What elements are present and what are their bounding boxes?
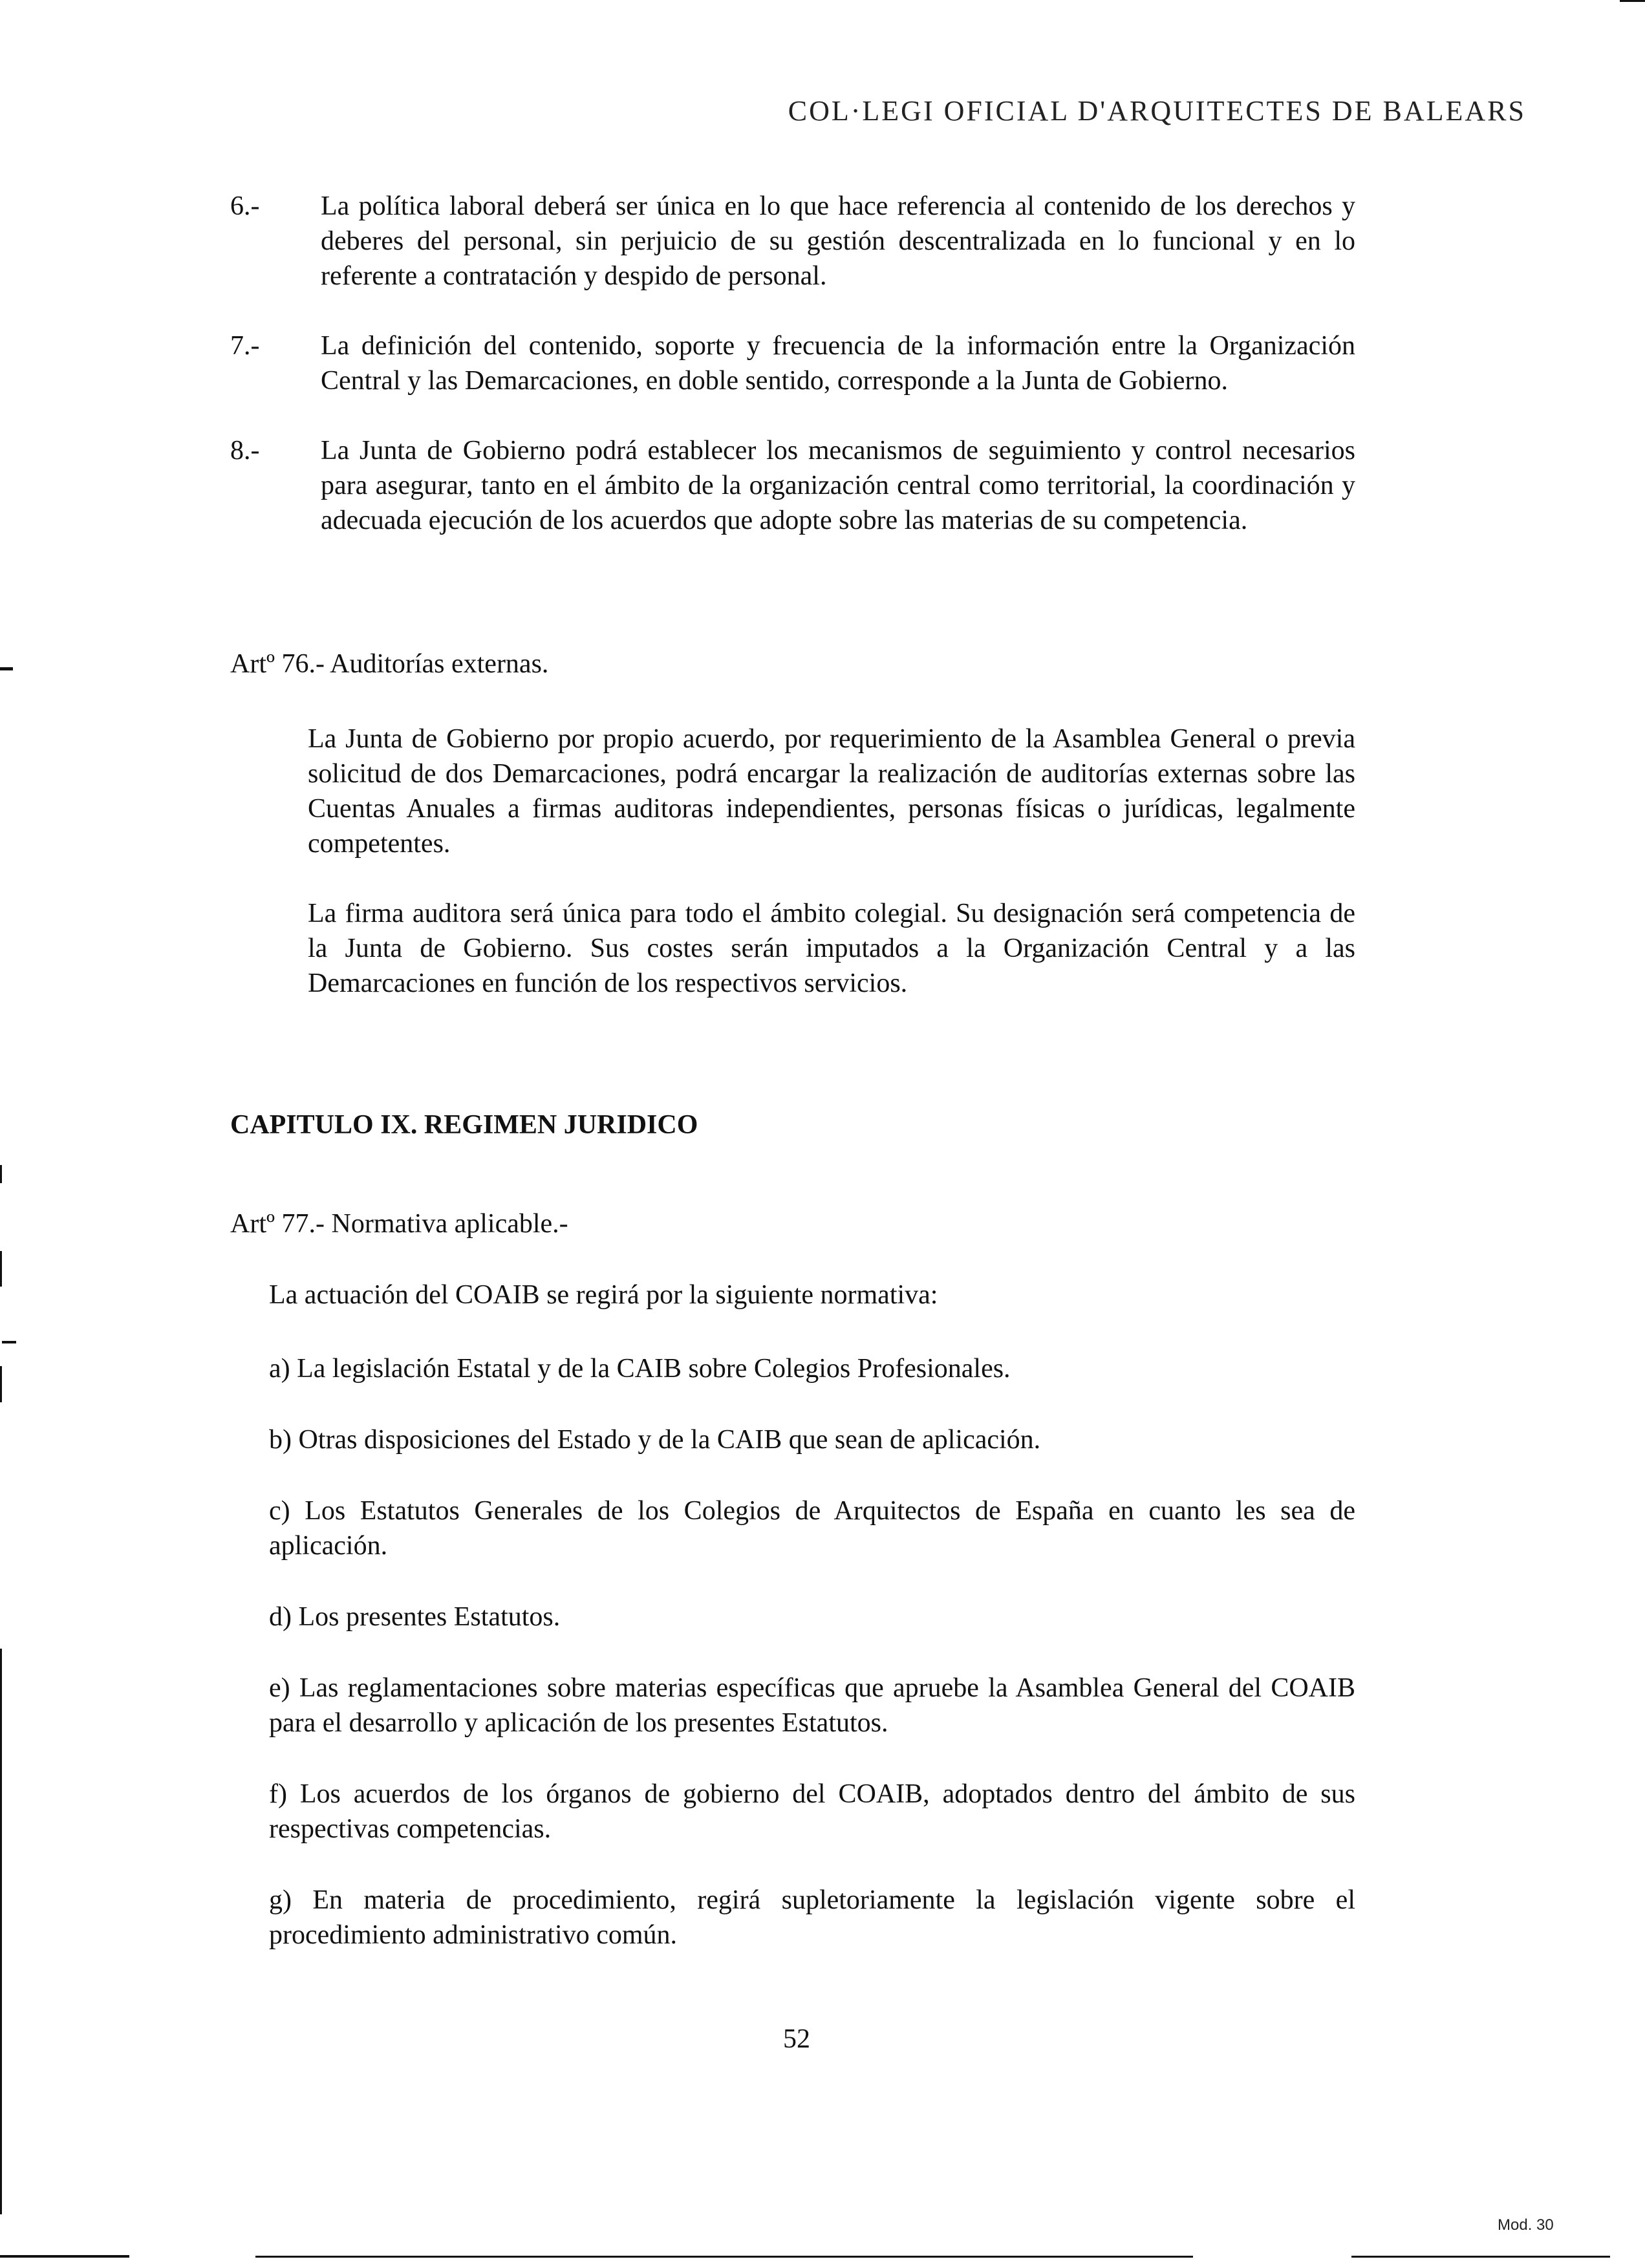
item-number: 8.- xyxy=(230,436,260,465)
article-heading: Artº 77.- Normativa aplicable.- xyxy=(230,1209,568,1239)
chapter-title: CAPITULO IX. REGIMEN JURIDICO xyxy=(230,1110,698,1140)
letterhead: COL·LEGI OFICIAL D'ARQUITECTES DE BALEARS xyxy=(788,95,1526,127)
margin-tick xyxy=(0,667,13,670)
bottom-rule-right xyxy=(1351,2256,1610,2258)
article-heading: Artº 76.- Auditorías externas. xyxy=(230,649,549,679)
corner-mark xyxy=(1620,0,1645,2)
item-number: 7.- xyxy=(230,331,260,361)
list-item: e) Las reglamentaciones sobre materias específicas que apruebe la Asamblea General del COAIB para el desarrollo y aplicación de los presentes Estatutos. xyxy=(269,1673,1355,1738)
list-item: c) Los Estatutos Generales de los Colegios de Arquitectos de España en cuanto les sea de aplicación. xyxy=(269,1496,1355,1561)
page-number: 52 xyxy=(783,2024,810,2054)
numbered-item xyxy=(230,189,1355,294)
item-number: 6.- xyxy=(230,191,260,221)
bottom-rule-left xyxy=(0,2255,129,2258)
margin-bar xyxy=(0,1649,2,2214)
list-item: b) Otras disposiciones del Estado y de la CAIB que sean de aplicación. xyxy=(269,1425,1041,1455)
item-text: La Junta de Gobierno podrá establecer los mecanismos de seguimiento y control necesarios para asegurar, tanto en el ámbito de la organización central como territorial, la coordinación y adecuada ejecución de los acuerdos que adopte sobre las materias de su competencia. xyxy=(321,436,1355,535)
intro-paragraph: La actuación del COAIB se regirá por la siguiente normativa: xyxy=(269,1280,938,1310)
list-item: g) En materia de procedimiento, regirá supletoriamente la legislación vigente sobre el procedimiento administrativo común. xyxy=(269,1885,1355,1950)
bottom-rule-center xyxy=(255,2256,1193,2258)
list-item: d) Los presentes Estatutos. xyxy=(269,1602,561,1632)
list-item: a) La legislación Estatal y de la CAIB sobre Colegios Profesionales. xyxy=(269,1354,1011,1384)
paragraph: La Junta de Gobierno por propio acuerdo, por requerimiento de la Asamblea General o previa solicitud de dos Demarcaciones, podrá encargar la realización de auditorías externas sobre las Cuentas Anuales a firmas auditoras independientes, personas físicas o jurídicas, legalmente competentes. xyxy=(308,724,1355,859)
margin-tick xyxy=(2,1341,16,1343)
item-text: La política laboral deberá ser única en lo que hace referencia al contenido de los derechos y deberes del personal, sin perjuicio de su gestión descentralizada en lo funcional y en lo referente a contratación y despido de personal. xyxy=(321,191,1355,291)
item-text: La definición del contenido, soporte y frecuencia de la información entre la Organización Central y las Demarcaciones, en doble sentido, corresponde a la Junta de Gobierno. xyxy=(321,331,1355,396)
numbered-item xyxy=(230,328,1355,398)
form-code: Mod. 30 xyxy=(1498,2216,1554,2234)
list-item: f) Los acuerdos de los órganos de gobierno del COAIB, adoptados dentro del ámbito de sus respectivas competencias. xyxy=(269,1779,1355,1844)
margin-bar xyxy=(0,1165,2,1183)
paragraph: La firma auditora será única para todo el ámbito colegial. Su designación será competencia de la Junta de Gobierno. Sus costes serán imputados a la Organización Central y a las Demarcaciones en función de los respectivos servicios. xyxy=(308,899,1355,998)
numbered-item xyxy=(230,433,1355,538)
margin-bar xyxy=(0,1251,2,1287)
margin-bar xyxy=(0,1366,2,1402)
